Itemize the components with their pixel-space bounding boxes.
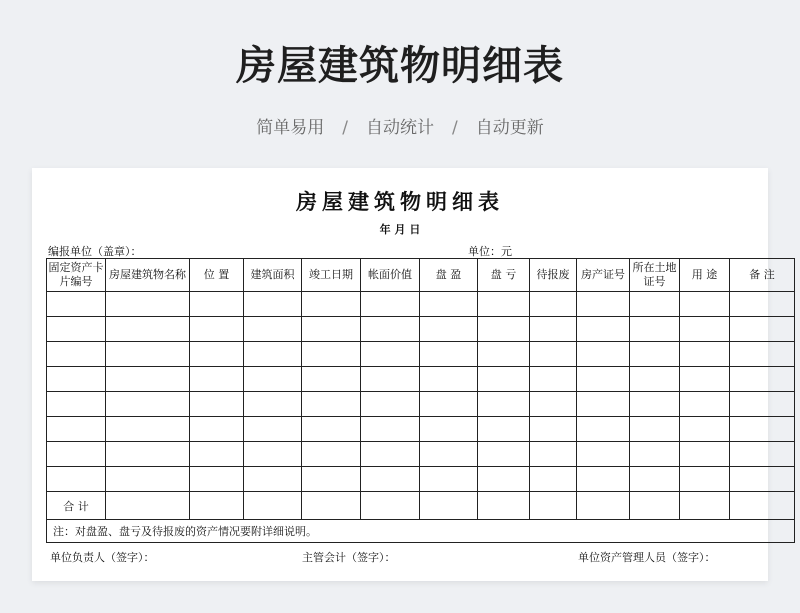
total-row <box>47 492 795 520</box>
column-header: 待报废 <box>530 259 577 292</box>
column-header: 用 途 <box>680 259 730 292</box>
feature-auto-stats: 自动统计 <box>366 118 434 138</box>
column-header: 固定资产卡片编号 <box>47 259 106 292</box>
separator: / <box>452 118 458 138</box>
column-header: 位 置 <box>190 259 244 292</box>
table-row <box>47 392 795 417</box>
document-date: 年 月 日 <box>379 223 421 236</box>
column-header: 所在土地证号 <box>630 259 680 292</box>
table-header-row <box>47 259 795 292</box>
feature-easy: 简单易用 <box>256 118 325 138</box>
column-header: 备 注 <box>730 259 795 292</box>
asset-table <box>46 258 795 543</box>
page-title: 房屋建筑物明细表 <box>236 43 564 89</box>
total-label: 合 计 <box>47 492 106 520</box>
feature-tagline <box>0 113 800 138</box>
feature-auto-update: 自动更新 <box>475 118 544 138</box>
column-header: 竣工日期 <box>302 259 361 292</box>
table-row <box>47 467 795 492</box>
table-row <box>47 317 795 342</box>
table-row <box>47 417 795 442</box>
document-preview <box>32 168 775 581</box>
note-row <box>47 520 795 543</box>
reporting-unit-label: 编报单位（盖章）： <box>48 245 142 258</box>
column-header: 建筑面积 <box>244 259 302 292</box>
separator: / <box>342 118 348 138</box>
document-title: 房屋建筑物明细表 <box>296 190 504 214</box>
column-header: 房屋建筑物名称 <box>106 259 190 292</box>
currency-unit-label: 单位：元 <box>468 245 512 258</box>
table-row <box>47 367 795 392</box>
column-header: 盘 亏 <box>478 259 530 292</box>
signature-accountant: 主管会计（签字）： <box>302 551 396 564</box>
note-text: 注：对盘盈、盘亏及待报废的资产情况要附详细说明。 <box>47 520 795 543</box>
table-body <box>47 292 795 543</box>
table-row <box>47 342 795 367</box>
column-header: 盘 盈 <box>420 259 478 292</box>
column-header: 帐面价值 <box>361 259 420 292</box>
column-header: 房产证号 <box>577 259 630 292</box>
signature-asset-admin: 单位资产管理人员（签字）： <box>578 551 716 564</box>
signature-manager: 单位负责人（签字）： <box>50 551 155 564</box>
table-row <box>47 442 795 467</box>
table-row <box>47 292 795 317</box>
